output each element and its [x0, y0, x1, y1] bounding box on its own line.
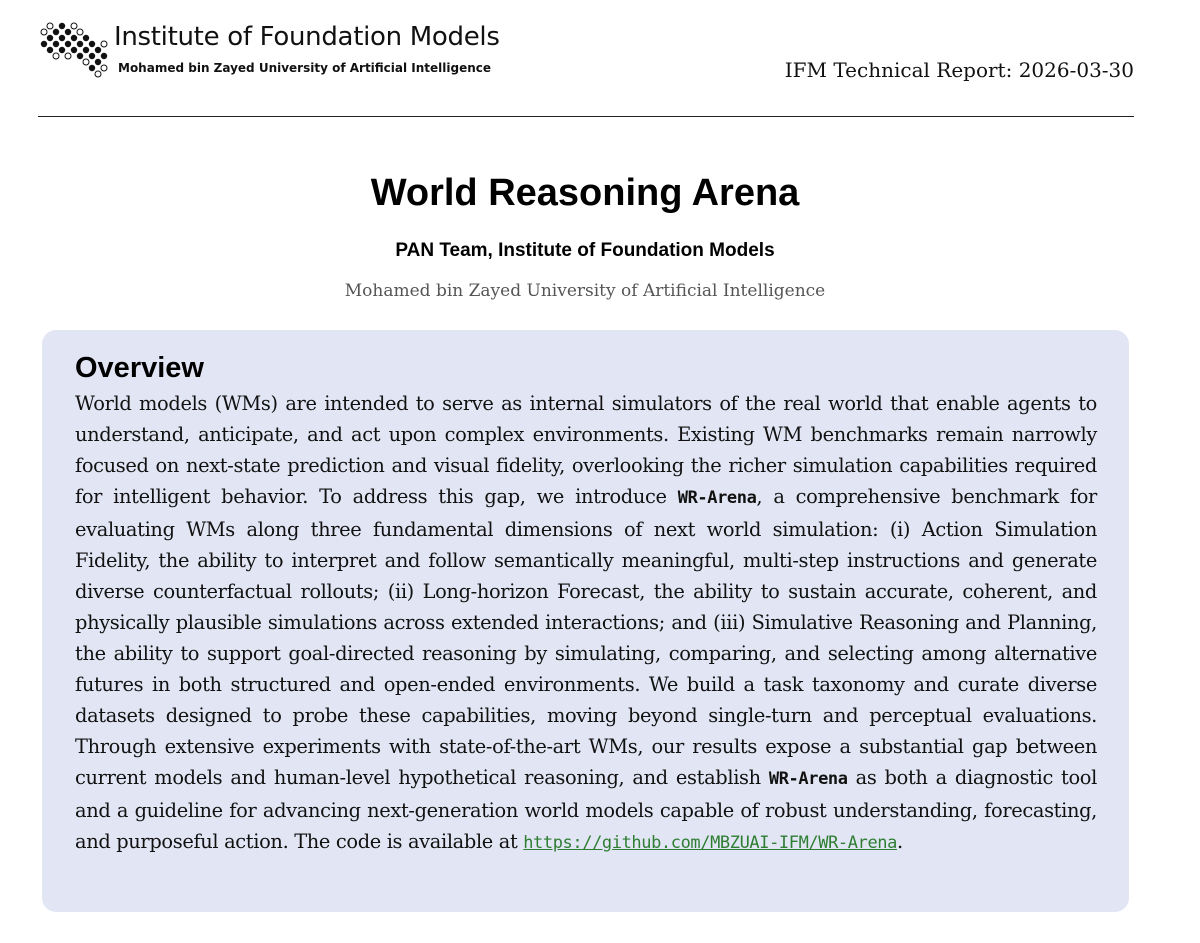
overview-paragraph	[75, 388, 1097, 859]
paper-title: World Reasoning Arena	[370, 172, 800, 214]
org-subtitle: Mohamed bin Zayed University of Artificial Intelligence	[118, 61, 492, 75]
paper-team: PAN Team, Institute of Foundation Models	[395, 240, 775, 261]
overview-text-part-1: World models (WMs) are intended to serve as internal simulators of the real world that enable agents to understand, anticipate, and act upon complex environments. Existing WM benchmarks remain narrowly focused on next-state prediction and visual fidelity, overlooking the richer simulation capabilities required for intelligent behavior. To address this gap, we introduce	[75, 392, 1097, 508]
header-divider	[38, 116, 1134, 117]
overview-text-part-3: as both a diagnostic tool and a guideline for advancing next-generation world models capable of robust understanding, forecasting, and purposeful action. The code is available at	[75, 766, 1097, 853]
code-link[interactable]: https://github.com/MBZUAI-IFM/WR-Arena	[523, 833, 897, 853]
dotted-molecule-logo-icon	[38, 18, 108, 78]
page-header	[38, 14, 1134, 118]
overview-box	[42, 330, 1129, 912]
benchmark-name: WR-Arena	[768, 769, 848, 789]
overview-heading: Overview	[75, 352, 204, 384]
paper-affiliation: Mohamed bin Zayed University of Artificial Intelligence	[344, 281, 826, 301]
report-label: IFM Technical Report: 2026-03-30	[784, 58, 1134, 82]
overview-text-part-4: .	[896, 830, 903, 853]
overview-text-part-2: , a comprehensive benchmark for evaluating WMs along three fundamental dimensions of next world simulation: (i) Action Simulation Fidelity, the ability to interpret and follow semantically meaningful, multi-step instructions and generate diverse counterfactual rollouts; (ii) Long-horizon Forecast, the ability to sustain accurate, coherent, and physically plausible simulations across extended interactions; and (iii) Simulative Reasoning and Planning, the ability to support goal-directed reasoning by simulating, comparing, and selecting among alternative futures in both structured and open-ended environments. We build a task taxonomy and curate diverse datasets designed to probe these capabilities, moving beyond single-turn and perceptual evaluations. Through extensive experiments with state-of-the-art WMs, our results expose a substantial gap between current models and human-level hypothetical reasoning, and establish	[75, 485, 1097, 789]
benchmark-name: WR-Arena	[677, 488, 757, 508]
org-name: Institute of Foundation Models	[114, 22, 500, 52]
